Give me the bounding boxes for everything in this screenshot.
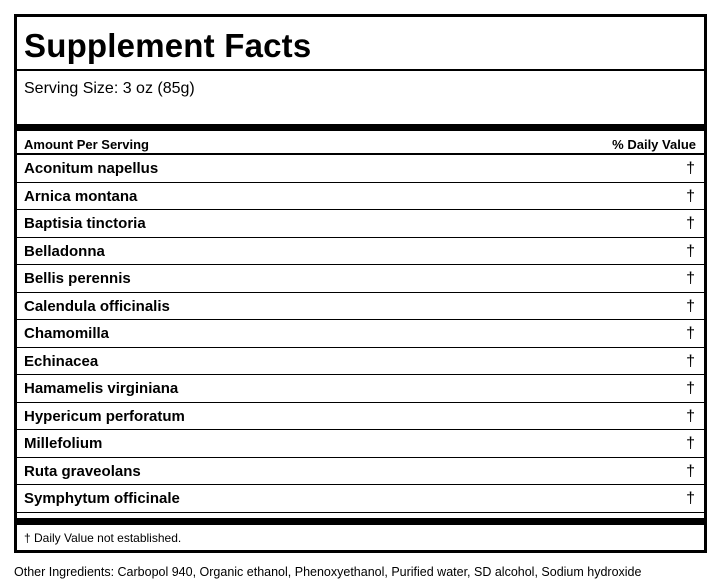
ingredient-row — [17, 348, 704, 376]
ingredient-name: Echinacea — [24, 352, 99, 370]
ingredient-name: Ruta graveolans — [24, 462, 141, 480]
ingredient-row — [17, 183, 704, 211]
ingredient-row — [17, 155, 704, 183]
amount-per-serving-label: Amount Per Serving — [24, 137, 149, 152]
ingredient-name: Calendula officinalis — [24, 297, 170, 315]
ingredient-row — [17, 485, 704, 513]
daily-value-mark: † — [686, 407, 695, 425]
ingredient-name: Belladonna — [24, 242, 105, 260]
divider — [17, 69, 704, 71]
serving-size: Serving Size: 3 oz (85g) — [24, 80, 195, 97]
daily-value-mark: † — [686, 242, 695, 260]
daily-value-mark: † — [686, 462, 695, 480]
ingredient-row — [17, 265, 704, 293]
ingredient-name: Aconitum napellus — [24, 160, 159, 177]
ingredient-row — [17, 458, 704, 486]
thick-divider — [17, 124, 704, 131]
daily-value-label: % Daily Value — [612, 137, 696, 152]
ingredient-name: Bellis perennis — [24, 270, 131, 287]
other-ingredients: Other Ingredients: Carbopol 940, Organic ethanol, Phenoxyethanol, Purified water, SD alcohol, Sodium hydroxide — [14, 565, 642, 579]
ingredient-row — [17, 375, 704, 403]
daily-value-mark: † — [686, 160, 695, 177]
daily-value-mark: † — [686, 380, 695, 397]
ingredient-row — [17, 403, 704, 431]
ingredient-name: Chamomilla — [24, 325, 110, 342]
panel-title: Supplement Facts — [24, 27, 312, 64]
ingredient-name: Baptisia tinctoria — [24, 215, 146, 232]
column-header-row — [17, 131, 704, 154]
ingredient-row — [17, 238, 704, 266]
daily-value-mark: † — [686, 325, 695, 342]
daily-value-mark: † — [686, 270, 695, 287]
footnote: † Daily Value not established. — [24, 531, 182, 545]
ingredient-name: Hypericum perforatum — [24, 407, 185, 425]
ingredient-name: Arnica montana — [24, 187, 138, 205]
daily-value-mark: † — [686, 215, 695, 232]
ingredient-row — [17, 320, 704, 348]
daily-value-mark: † — [686, 435, 695, 452]
daily-value-mark: † — [686, 352, 695, 370]
ingredient-row — [17, 430, 704, 458]
daily-value-mark: † — [686, 297, 695, 315]
ingredient-list — [17, 155, 704, 513]
ingredient-row — [17, 293, 704, 321]
daily-value-mark: † — [686, 187, 695, 205]
ingredient-name: Symphytum officinale — [24, 490, 180, 507]
daily-value-mark: † — [686, 490, 695, 507]
supplement-facts-panel — [14, 14, 707, 553]
thick-divider — [17, 518, 704, 525]
ingredient-name: Millefolium — [24, 435, 103, 452]
ingredient-name: Hamamelis virginiana — [24, 380, 179, 397]
ingredient-row — [17, 210, 704, 238]
